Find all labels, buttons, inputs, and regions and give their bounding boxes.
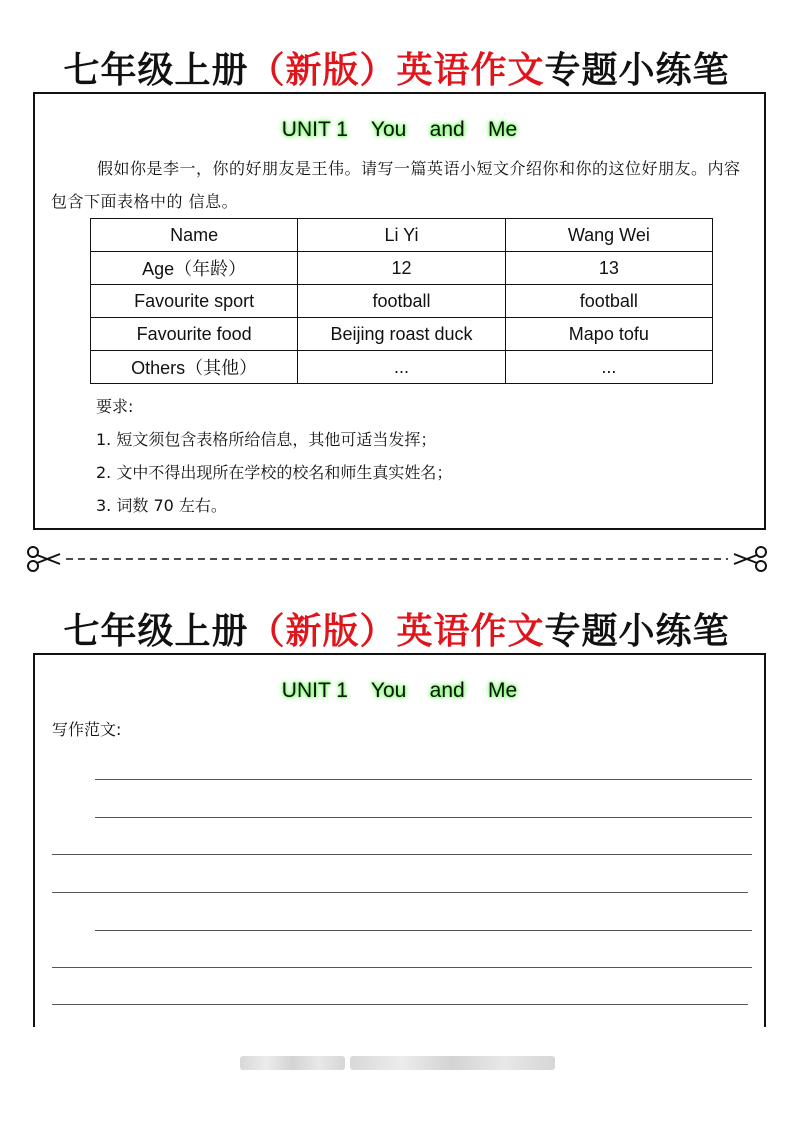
title-prefix: 七年级上册 (63, 611, 249, 652)
table-cell: 12 (298, 252, 505, 285)
sample-label: 写作范文: (52, 720, 122, 739)
table-row (91, 318, 713, 351)
table-cell: Favourite food (91, 318, 298, 351)
table-cell: Age（年龄） (91, 252, 298, 285)
table-cell: Name (91, 219, 298, 252)
table-row (91, 285, 713, 318)
table-cell: Beijing roast duck (298, 318, 505, 351)
requirement-item: 1. 短文须包含表格所给信息，其他可适当发挥； (96, 430, 437, 449)
writing-line (52, 892, 748, 893)
blurred-watermark (350, 1056, 555, 1070)
sample-box (33, 653, 766, 1027)
table-cell: Others（其他） (91, 351, 298, 384)
writing-line (52, 854, 752, 855)
title-prefix: 七年级上册 (63, 50, 249, 91)
writing-line (52, 967, 752, 968)
scissors-icon-right (734, 547, 766, 571)
writing-line (52, 1004, 748, 1005)
title-red: （新版）英语作文 (248, 50, 545, 91)
table-row (91, 252, 713, 285)
page-title-2 (0, 603, 793, 654)
table-cell: Favourite sport (91, 285, 298, 318)
table-cell: Wang Wei (505, 219, 712, 252)
task-box (33, 92, 766, 530)
writing-line (95, 930, 752, 931)
requirement-item: 2. 文中不得出现所在学校的校名和师生真实姓名； (96, 463, 453, 482)
requirements (96, 390, 452, 522)
page-title (0, 42, 793, 93)
requirement-item: 3. 词数 70 左右。 (96, 496, 227, 515)
unit-heading: UNIT 1 You and Me (281, 118, 518, 141)
info-table (90, 218, 713, 384)
table-cell: football (505, 285, 712, 318)
title-suffix: 专题小练笔 (544, 50, 730, 91)
scissors-icon-left (28, 547, 60, 571)
table-cell: 13 (505, 252, 712, 285)
table-cell: ... (298, 351, 505, 384)
table-cell: football (298, 285, 505, 318)
task-prompt: 假如你是李一，你的好朋友是王伟。请写一篇英语小短文介绍你和你的这位好朋友。内容包含下面表格中的 信息。 (51, 159, 741, 211)
table-cell: ... (505, 351, 712, 384)
table-cell: Li Yi (298, 219, 505, 252)
writing-line (95, 817, 752, 818)
writing-line (95, 779, 752, 780)
blurred-watermark (240, 1056, 345, 1070)
title-red: （新版）英语作文 (248, 611, 545, 652)
table-row (91, 351, 713, 384)
unit-heading: UNIT 1 You and Me (281, 679, 518, 702)
requirements-label: 要求: (96, 397, 134, 416)
table-cell: Mapo tofu (505, 318, 712, 351)
title-suffix: 专题小练笔 (544, 611, 730, 652)
cut-line (26, 544, 768, 574)
table-header-row (91, 219, 713, 252)
